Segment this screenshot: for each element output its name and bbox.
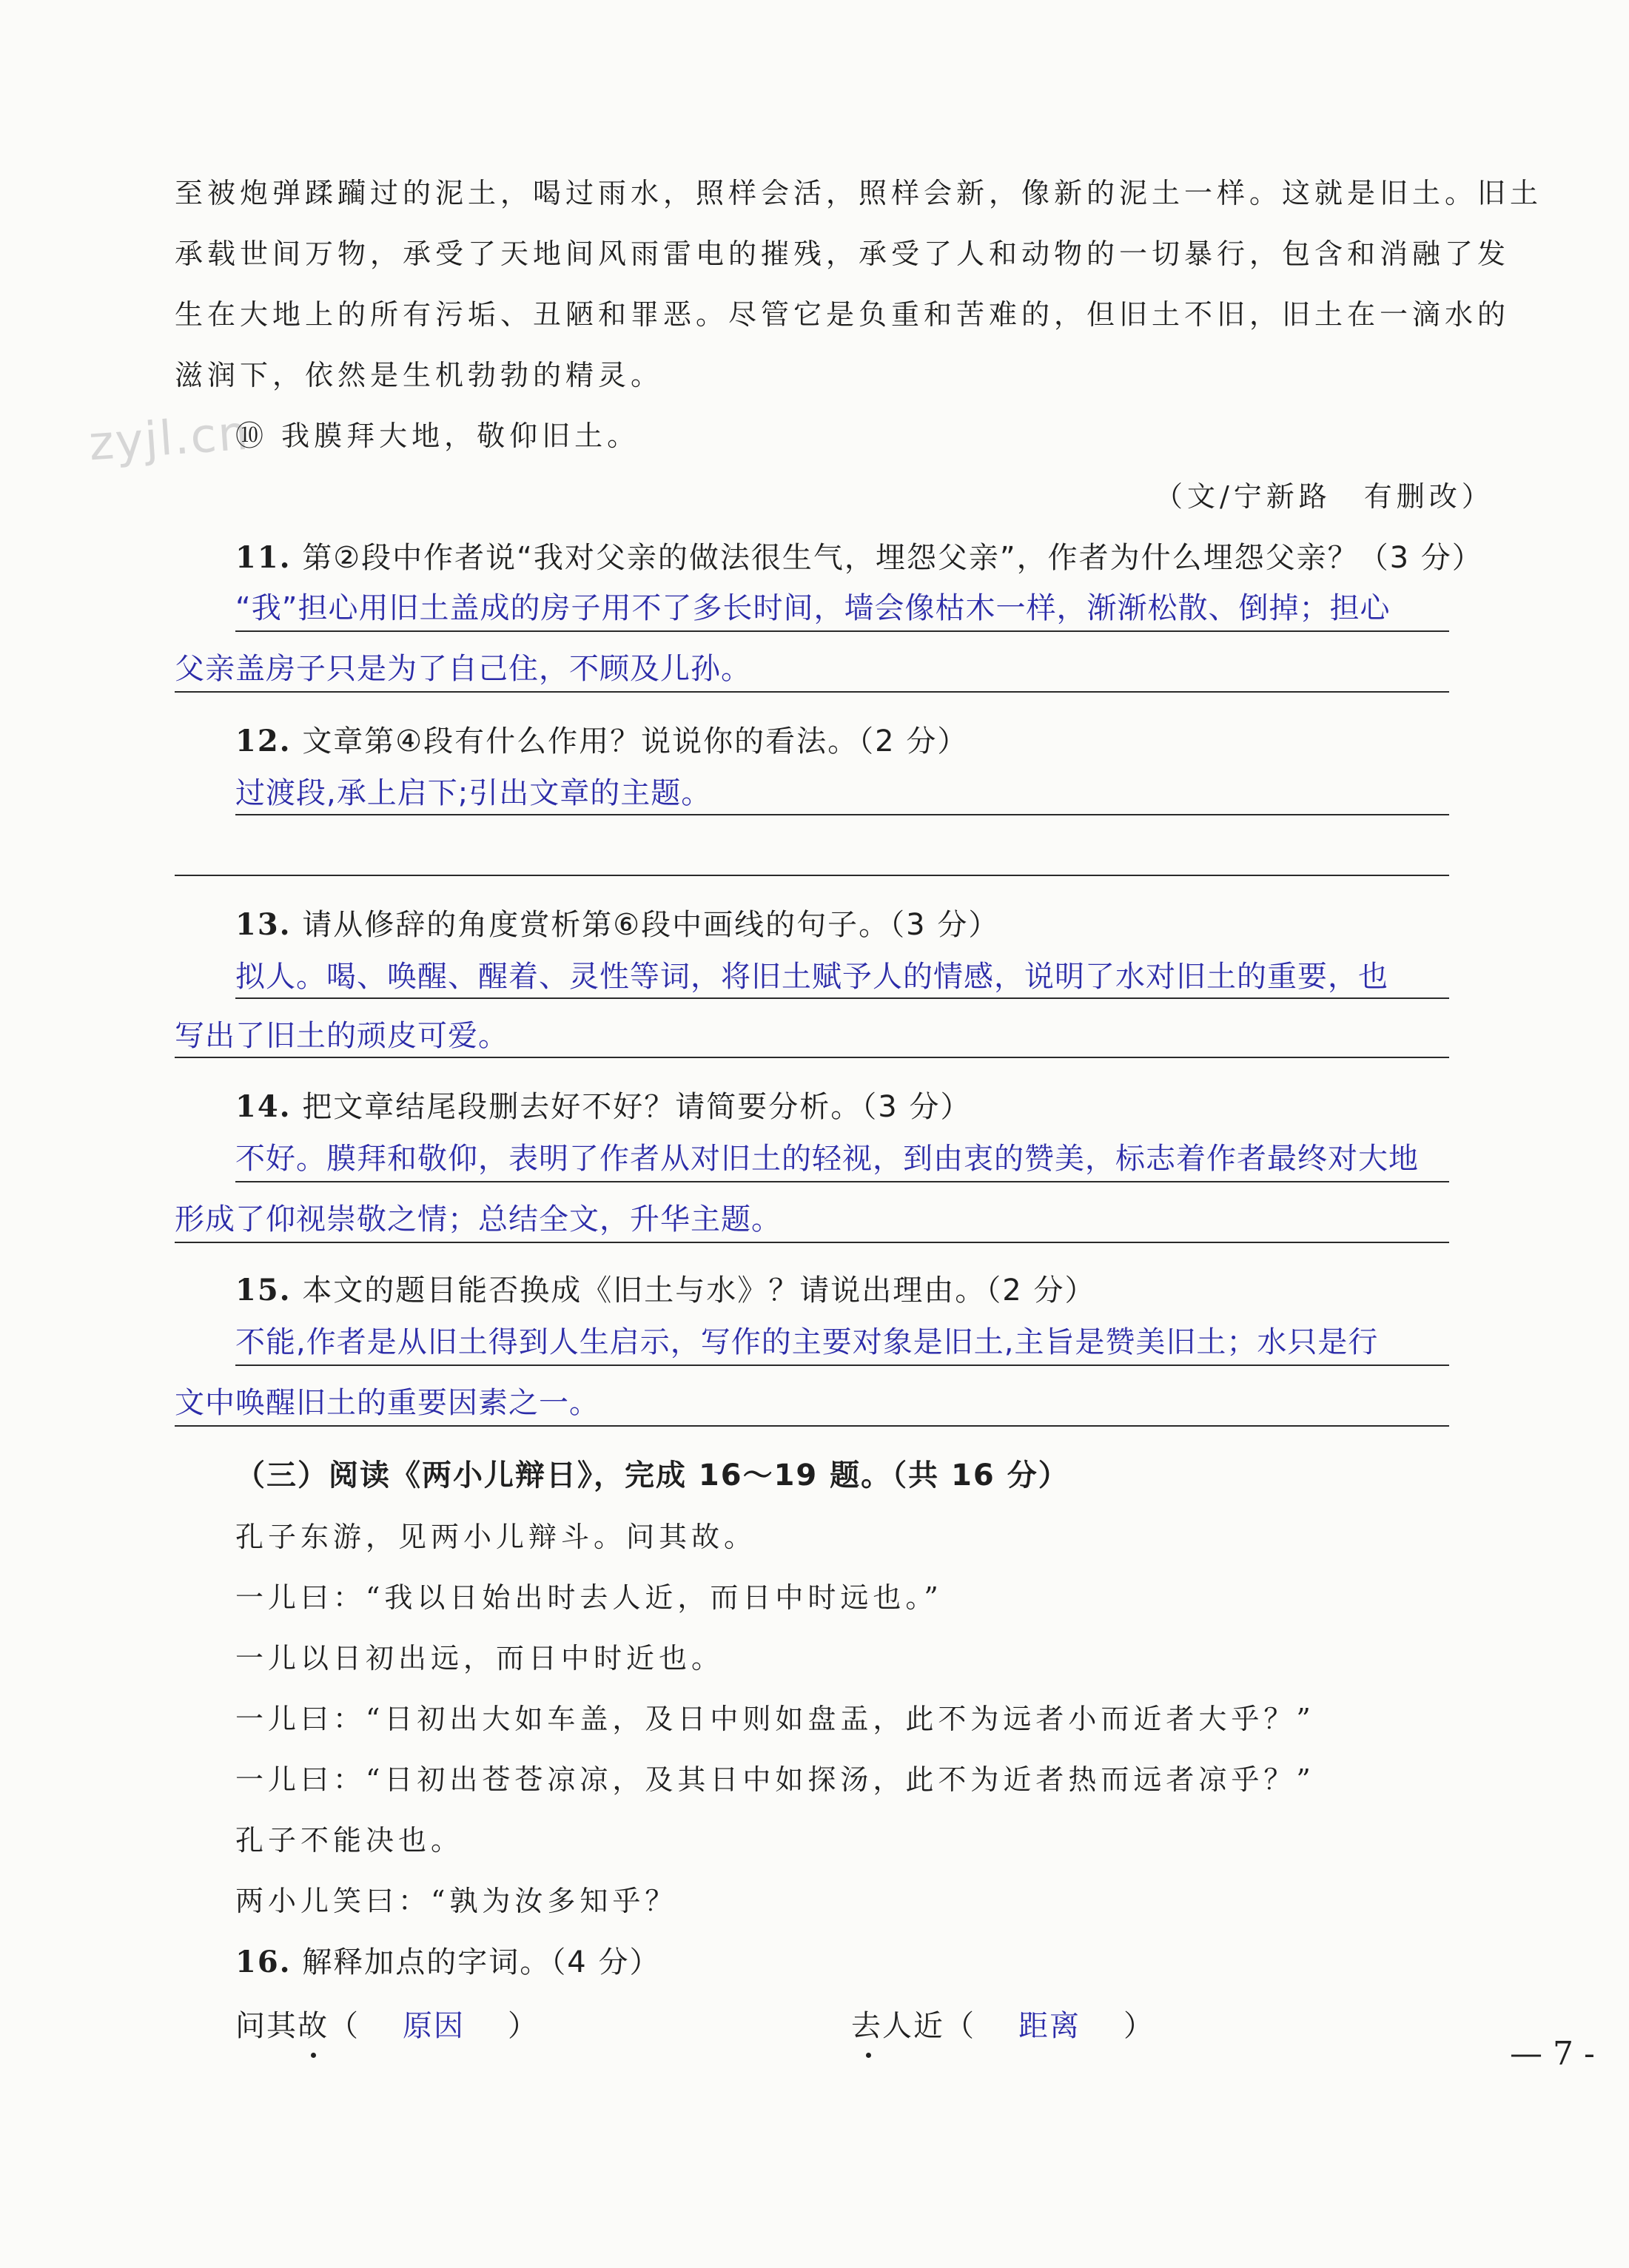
section-3-heading: （三）阅读《两小儿辩日》，完成 16～19 题。（共 16 分）: [235, 1458, 1069, 1493]
emphasis-dot: [866, 2053, 871, 2058]
classical-text-line: 一儿曰：“我以日始出时去人近，而日中时远也。”: [235, 1581, 943, 1614]
question-12: 12. 文章第④段有什么作用？说说你的看法。（2 分）: [235, 724, 969, 758]
classical-text-line: 两小儿笑曰：“孰为汝多知乎？: [235, 1885, 678, 1917]
passage-line: 承载世间万物，承受了天地间风雨雷电的摧残，承受了人和动物的一切暴行，包含和消融了发: [175, 238, 1511, 270]
question-16: 16. 解释加点的字词。（4 分）: [235, 1945, 661, 1979]
answer-13-line-2: 写出了旧土的顽皮可爱。: [175, 1019, 508, 1053]
classical-text-line: 孔子不能决也。: [235, 1824, 464, 1857]
page-number: — 7 -: [1510, 2035, 1595, 2073]
classical-text-line: 一儿以日初出远，而日中时近也。: [235, 1642, 725, 1675]
answer-11-line-2: 父亲盖房子只是为了自己住，不顾及儿孙。: [175, 652, 751, 686]
answer-rule: [175, 691, 1449, 693]
answer-14-line-2: 形成了仰视崇敬之情；总结全文，升华主题。: [175, 1202, 782, 1236]
answer-rule: [175, 1057, 1449, 1058]
passage-line: 滋润下，依然是生机勃勃的精灵。: [175, 359, 664, 391]
classical-text-line: 一儿曰：“日初出苍苍凉凉，及其日中如探汤，此不为近者热而远者凉乎？”: [235, 1763, 1315, 1796]
emphasis-dot: [311, 2053, 316, 2058]
passage-line: 生在大地上的所有污垢、丑陋和罪恶。尽管它是负重和苦难的，但旧土不旧，旧土在一滴水的: [175, 298, 1511, 331]
answer-14-line-1: 不好。膜拜和敬仰，表明了作者从对旧土的轻视，到由衷的赞美，标志着作者最终对大地: [235, 1142, 1419, 1176]
answer-11-line-1: “我”担心用旧土盖成的房子用不了多长时间，墙会像枯木一样，渐渐松散、倒掉；担心: [235, 591, 1391, 625]
passage-paragraph-10: ⑩ 我膜拜大地，敬仰旧土。: [235, 420, 640, 452]
passage-line: 至被炮弹蹂躏过的泥土，喝过雨水，照样会活，照样会新，像新的泥土一样。这就是旧土。旧土: [175, 177, 1543, 209]
watermark: zyjl.cn: [87, 406, 252, 472]
q16-item-2: 去人近（ 距离 ）: [851, 2009, 1155, 2043]
question-15: 15. 本文的题目能否换成《旧土与水》？请说出理由。（2 分）: [235, 1273, 1096, 1308]
answer-12-line-1: 过渡段,承上启下;引出文章的主题。: [235, 776, 712, 810]
q16-item-1: 问其故（ 原因 ）: [235, 2009, 539, 2043]
classical-text-line: 孔子东游，见两小儿辩斗。问其故。: [235, 1521, 757, 1553]
question-11: 11. 第②段中作者说“我对父亲的做法很生气，埋怨父亲”，作者为什么埋怨父亲？（3 分）: [235, 540, 1483, 575]
answer-rule: [175, 1242, 1449, 1243]
answer-15-line-1: 不能,作者是从旧土得到人生启示，写作的主要对象是旧土,主旨是赞美旧土；水只是行: [235, 1325, 1379, 1359]
answer-15-line-2: 文中唤醒旧土的重要因素之一。: [175, 1386, 599, 1420]
answer-rule: [175, 875, 1449, 876]
answer-rule: [235, 630, 1449, 632]
passage-source: （文/宁新路 有删改）: [1155, 480, 1494, 513]
question-13: 13. 请从修辞的角度赏析第⑥段中画线的句子。（3 分）: [235, 907, 1000, 942]
answer-rule: [235, 814, 1449, 815]
answer-rule: [235, 997, 1449, 999]
classical-text-line: 一儿曰：“日初出大如车盖，及日中则如盘盂，此不为远者小而近者大乎？”: [235, 1703, 1315, 1735]
question-14: 14. 把文章结尾段删去好不好？请简要分析。（3 分）: [235, 1089, 972, 1124]
answer-rule: [235, 1181, 1449, 1182]
answer-13-line-1: 拟人。喝、唤醒、醒着、灵性等词，将旧土赋予人的情感，说明了水对旧土的重要，也: [235, 960, 1388, 994]
answer-rule: [235, 1364, 1449, 1366]
answer-rule: [175, 1425, 1449, 1427]
